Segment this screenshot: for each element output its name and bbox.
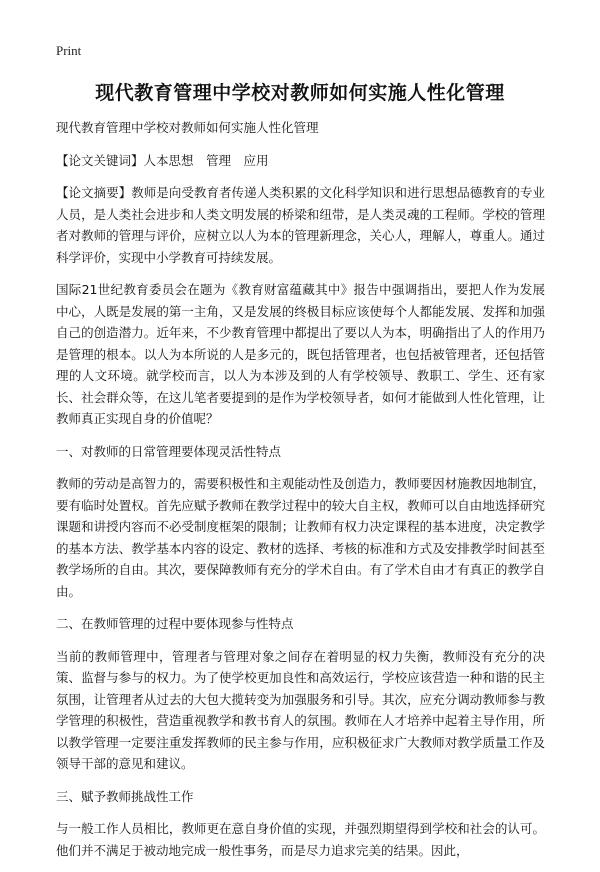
intro-paragraph: 国际21世纪教育委员会在题为《教育财富蕴藏其中》报告中强调指出，要把人作为发展中心，人既是发展的第一主角，又是发展的终极目标应该使每个人都能发展、发挥和加强自己的创造潜力。近年来，不少教育管理中都提出了要以人为本，明确指出了人的作用乃是管理的根本。以人为本所说的人是多元的，既包括管理者，也包括被管理者，还包括管理的人文环境。就学校而言，以人为本涉及到的人有学校领导、教职工、学生、还有家长、社会群众等，在这儿笔者要提到的是作为学校领导者，如何才能做到人性化管理，让教师真正实现自身的价值呢？ [56, 282, 545, 426]
section-1-heading: 一、对教师的日常管理要体现灵活性特点 [56, 443, 282, 459]
article-body [56, 117, 545, 872]
section-3-paragraph: 与一般工作人员相比，教师更在意自身价值的实现，并强烈期望得到学校和社会的认可。他们并不满足于被动地完成一般性事务，而是尽力追求完美的结果。因此， [56, 821, 545, 858]
section-1-paragraph: 教师的劳动是高智力的，需要积极性和主观能动性及创造力，教师要因材施教因地制宜，要有临时处置权。首先应赋予教师在教学过程中的较大自主权，教师可以自由地选择研究课题和讲授内容而不必受制度框架的限制；让教师有权力决定课程的基本进度，决定教学的基本方法、教学基本内容的设定、教材的选择、考核的标准和方式及安排教学时间甚至教学场所的自由。其次，要保障教师有充分的学术自由。有了学术自由才有真正的教学自由。 [56, 476, 545, 599]
keywords-paragraph: 【论文关键词】人本思想 管理 应用 [56, 152, 269, 168]
section-2-heading: 二、在教师管理的过程中要体现参与性特点 [56, 616, 294, 631]
article-subtitle: 现代教育管理中学校对教师如何实施人性化管理 [56, 120, 319, 135]
section-2-paragraph: 当前的教师管理中，管理者与管理对象之间存在着明显的权力失衡，教师没有充分的决策、监督与参与的权力。为了使学校更加良性和高效运行，学校应该营造一种和谐的民主氛围，让管理者从过去的大包大揽转变为加强服务和引导。其次，应充分调动教师参与教学管理的积极性，营造重视教学和教书育人的氛围。教师在人才培养中起着主导作用，所以教学管理一定要注重发挥教师的民主参与作用，应积极征求广大教师对教学质量工作及领导干部的意见和建议。 [56, 648, 545, 771]
abstract-paragraph: 【论文摘要】教师是向受教育者传递人类积累的文化科学知识和进行思想品德教育的专业人员，是人类社会进步和人类文明发展的桥梁和纽带，是人类灵魂的工程师。学校的管理者对教师的管理与评价，应树立以人为本的管理新理念，关心人，理解人，尊重人。通过科学评价，实现中小学教育可持续发展。 [56, 185, 545, 265]
print-link[interactable]: Print [56, 43, 82, 58]
section-3-heading: 三、赋予教师挑战性工作 [56, 788, 194, 804]
page-title: 现代教育管理中学校对教师如何实施人性化管理 [95, 82, 505, 104]
